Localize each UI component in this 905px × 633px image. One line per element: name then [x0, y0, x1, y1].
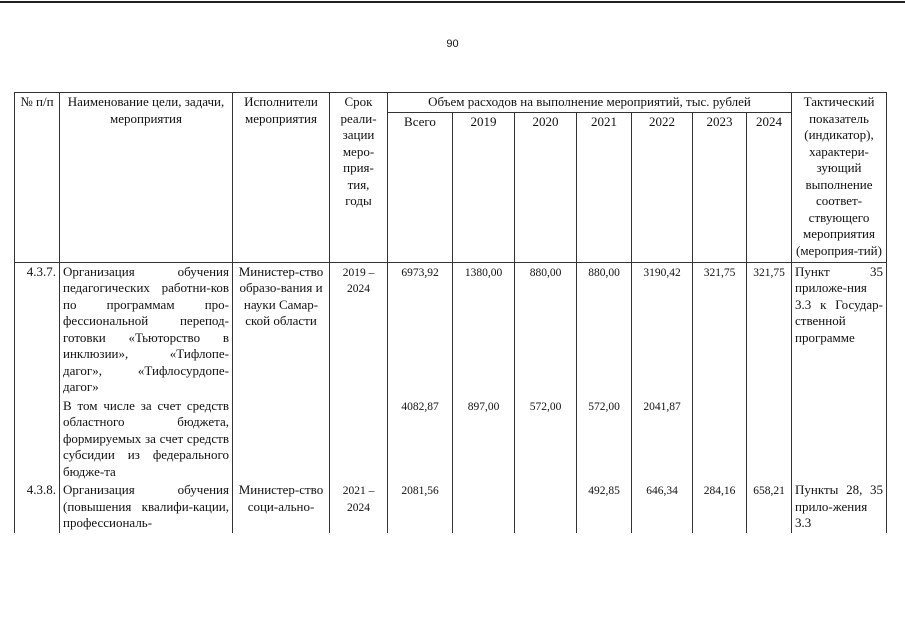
page-number: 90: [446, 38, 459, 50]
row-term: 2021 – 2024: [330, 481, 388, 533]
row-value: [453, 481, 515, 533]
row-num: 4.3.7.: [15, 262, 60, 397]
row-value: 572,00: [515, 397, 577, 482]
row-value: 3190,42: [632, 262, 693, 397]
row-value: 646,34: [632, 481, 693, 533]
col-header-total: Всего: [388, 112, 453, 262]
row-value: 492,85: [577, 481, 632, 533]
col-header-year: 2019: [453, 112, 515, 262]
row-value: 897,00: [453, 397, 515, 482]
row-value: 2041,87: [632, 397, 693, 482]
row-executors: [233, 397, 330, 482]
row-name: В том числе за счет средств областного бюджета, формируемых за счет средств субсидии из федерального бюдже-та: [60, 397, 233, 482]
col-header-name: Наименование цели, задачи, мероприятия: [60, 93, 233, 263]
table-row: [15, 481, 887, 533]
col-header-num: № п/п: [15, 93, 60, 263]
col-header-year: 2024: [747, 112, 792, 262]
col-header-year: 2022: [632, 112, 693, 262]
col-header-year: 2021: [577, 112, 632, 262]
row-indicator: [792, 397, 887, 482]
row-term: [330, 397, 388, 482]
col-header-year: 2020: [515, 112, 577, 262]
col-header-executors: Исполнители мероприятия: [233, 93, 330, 263]
row-term: 2019 – 2024: [330, 262, 388, 397]
row-value: 1380,00: [453, 262, 515, 397]
expenses-table: [14, 92, 887, 533]
row-value: 284,16: [693, 481, 747, 533]
table-row: [15, 397, 887, 482]
row-num: 4.3.8.: [15, 481, 60, 533]
col-header-expenses: Объем расходов на выполнение мероприятий, тыс. рублей: [388, 93, 792, 113]
row-value: 321,75: [747, 262, 792, 397]
row-value: [515, 481, 577, 533]
row-value: 658,21: [747, 481, 792, 533]
row-value: [747, 397, 792, 482]
row-value: 880,00: [515, 262, 577, 397]
col-header-year: 2023: [693, 112, 747, 262]
row-name: Организация обучения педагогических работни-ков по программам про-фессиональной перепод-готовки «Тьюторство в инклюзии», «Тифлопе-дагог», «Тифлосурдопе-дагог»: [60, 262, 233, 397]
row-indicator: Пункт 35 приложе-ния 3.3 к Государ-ственной программе: [792, 262, 887, 397]
row-total: 2081,56: [388, 481, 453, 533]
top-rule: [0, 1, 905, 3]
row-name: Организация обучения (повышения квалифи-кации, профессиональ-: [60, 481, 233, 533]
table-row: [15, 262, 887, 397]
row-total: 4082,87: [388, 397, 453, 482]
row-executors: Министер-ство образо-вания и науки Самар-ской области: [233, 262, 330, 397]
row-value: [693, 397, 747, 482]
row-indicator: Пункты 28, 35 прило-жения 3.3: [792, 481, 887, 533]
row-executors: Министер-ство соци-ально-: [233, 481, 330, 533]
row-value: 572,00: [577, 397, 632, 482]
col-header-indicator: Тактический показатель (индикатор), характери-зующий выполнение соответ-ствующего мероприятия (мероприя-тий): [792, 93, 887, 263]
row-total: 6973,92: [388, 262, 453, 397]
row-value: 880,00: [577, 262, 632, 397]
col-header-term: Срок реали-зации меро-прия-тия, годы: [330, 93, 388, 263]
row-num: [15, 397, 60, 482]
row-value: 321,75: [693, 262, 747, 397]
